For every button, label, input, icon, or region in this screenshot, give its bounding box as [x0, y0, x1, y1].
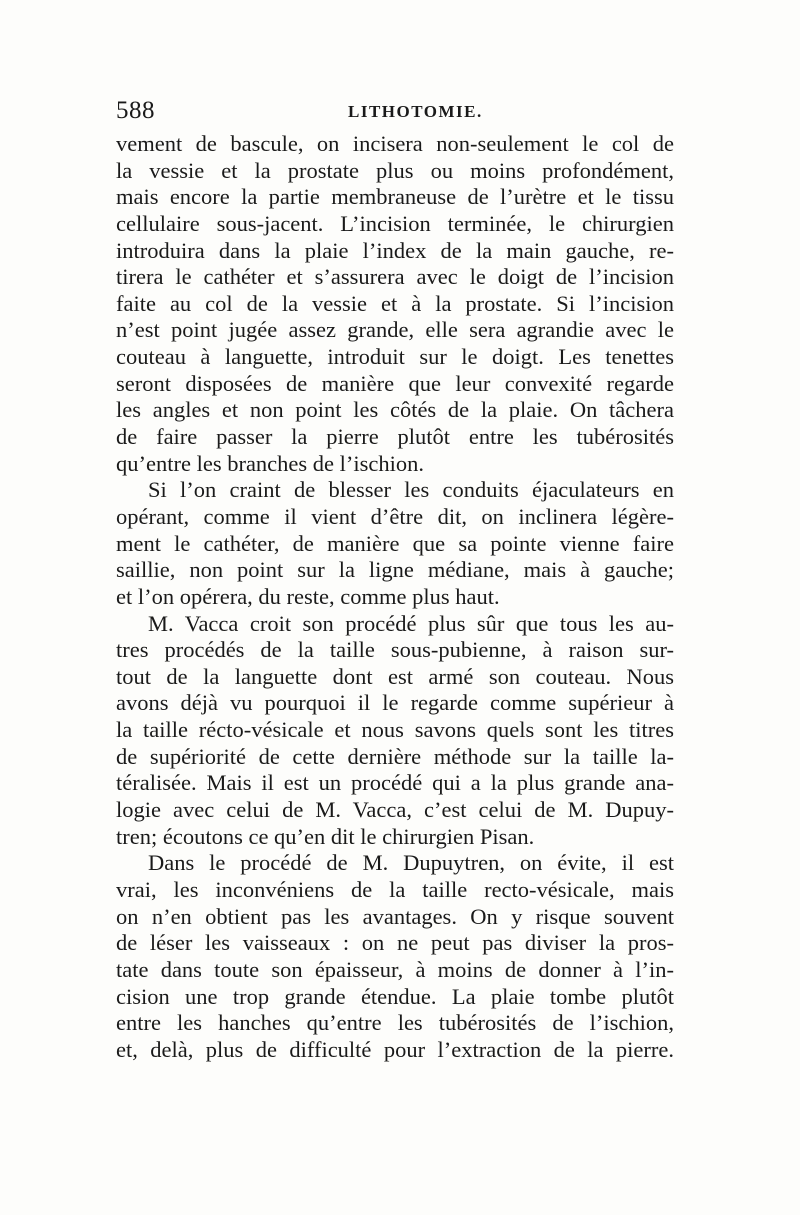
running-title: LITHOTOMIE. — [348, 102, 483, 121]
text-line: et l’on opérera, du reste, comme plus haut. — [116, 583, 500, 609]
text-line: entre les hanches qu’entre les tubérosités de l’ischion, — [116, 1010, 674, 1036]
text-line: tirera le cathéter et s’assurera avec le doigt de l’incision — [116, 264, 674, 290]
paragraph-2 — [116, 477, 674, 610]
text-line: la vessie et la prostate plus ou moins profondément, — [116, 157, 674, 183]
text-line: n’est point jugée assez grande, elle sera agrandie avec le — [116, 317, 674, 343]
body-text — [116, 131, 674, 1063]
paragraph-3 — [116, 611, 674, 851]
text-line: Dans le procédé de M. Dupuytren, on évite, il est — [148, 850, 674, 876]
text-line: M. Vacca croit son procédé plus sûr que tous les au- — [148, 610, 674, 636]
text-line: ment le cathéter, de manière que sa pointe vienne faire — [116, 530, 674, 556]
text-line: de léser les vaisseaux : on ne peut pas diviser la pros- — [116, 930, 674, 956]
text-line: et, delà, plus de difficulté pour l’extraction de la pierre. — [116, 1036, 674, 1062]
text-line: tout de la languette dont est armé son couteau. Nous — [116, 663, 674, 689]
text-line: couteau à languette, introduit sur le doigt. Les tenettes — [116, 344, 674, 370]
text-line: qu’entre les branches de l’ischion. — [116, 450, 425, 476]
page-number: 588 — [116, 97, 155, 124]
text-line: Si l’on craint de blesser les conduits éjaculateurs en — [148, 477, 674, 503]
text-line: logie avec celui de M. Vacca, c’est celui de M. Dupuy- — [116, 797, 674, 823]
text-line: tate dans toute son épaisseur, à moins de donner à l’in- — [116, 956, 674, 982]
text-line: de faire passer la pierre plutôt entre les tubérosités — [116, 424, 674, 450]
text-line: avons déjà vu pourquoi il le regarde comme supérieur à — [116, 690, 674, 716]
paragraph-4 — [116, 850, 674, 1063]
text-line: saillie, non point sur la ligne médiane, mais à gauche; — [116, 557, 674, 583]
text-line: de supériorité de cette dernière méthode sur la taille la- — [116, 743, 674, 769]
text-line: vement de bascule, on incisera non-seulement le col de — [116, 131, 674, 156]
paragraph-1 — [116, 131, 674, 477]
text-line: cellulaire sous-jacent. L’incision terminée, le chirurgien — [116, 210, 674, 236]
text-line: vrai, les inconvéniens de la taille recto-vésicale, mais — [116, 876, 674, 902]
text-line: la taille récto-vésicale et nous savons quels sont les titres — [116, 717, 674, 743]
text-line: on n’en obtient pas les avantages. On y risque souvent — [116, 903, 674, 929]
text-line: téralisée. Mais il est un procédé qui a la plus grande ana- — [116, 770, 674, 796]
text-line: mais encore la partie membraneuse de l’urètre et le tissu — [116, 184, 674, 210]
text-line: faite au col de la vessie et à la prostate. Si l’incision — [116, 290, 674, 316]
text-line: les angles et non point les côtés de la plaie. On tâchera — [116, 397, 674, 423]
text-line: seront disposées de manière que leur convexité regarde — [116, 370, 674, 396]
text-line: opérant, comme il vient d’être dit, on inclinera légère- — [116, 503, 674, 529]
page-header — [116, 96, 676, 126]
text-line: introduira dans la plaie l’index de la main gauche, re- — [116, 237, 674, 263]
text-line: tres procédés de la taille sous-pubienne, à raison sur- — [116, 637, 674, 663]
text-line: cision une trop grande étendue. La plaie tombe plutôt — [116, 983, 674, 1009]
text-line: tren; écoutons ce qu’en dit le chirurgien Pisan. — [116, 823, 535, 849]
